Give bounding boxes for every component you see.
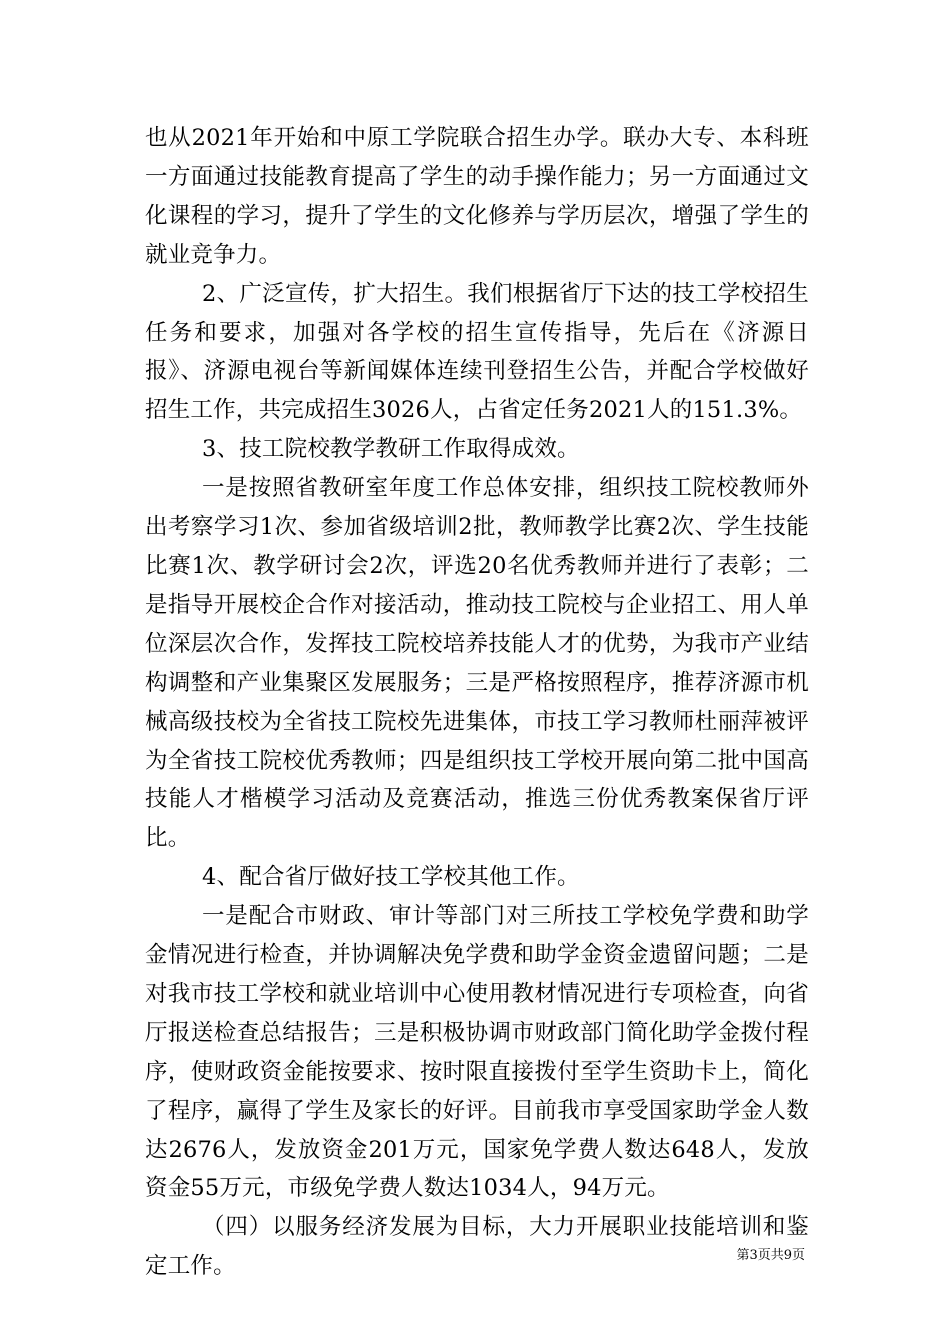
page-number-footer	[736, 1247, 805, 1265]
paragraph-1: 也从2021年开始和中原工学院联合招生办学。联办大专、本科班一方面通过技能教育提高了学生的动手操作能力；另一方面通过文化课程的学习，提升了学生的文化修养与学历层次，增强了学生的就业竞争力。	[145, 125, 809, 268]
paragraph-7: （四）以服务经济发展为目标，大力开展职业技能培训和鉴定工作。	[145, 1214, 809, 1280]
body-text	[145, 119, 809, 1286]
paragraph-2: 2、广泛宣传，扩大招生。我们根据省厅下达的技工学校招生任务和要求，加强对各学校的招生宣传指导，先后在《济源日报》、济源电视台等新闻媒体连续刊登招生公告，并配合学校做好招生工作，共完成招生3026人，占省定任务2021人的151.3%。	[145, 280, 809, 424]
paragraph-6: 一是配合市财政、审计等部门对三所技工学校免学费和助学金情况进行检查，并协调解决免学费和助学金资金遗留问题；二是对我市技工学校和就业培训中心使用教材情况进行专项检查，向省厅报送检查总结报告；三是积极协调市财政部门简化助学金拨付程序，使财政资金能按要求、按时限直接拨付至学生资助卡上，简化了程序，赢得了学生及家长的好评。目前我市享受国家助学金人数达2676人，发放资金201万元，国家免学费人数达648人，发放资金55万元，市级免学费人数达1034人，94万元。	[145, 903, 809, 1202]
page-number-text: 第3页共9页	[736, 1248, 805, 1263]
paragraph-5: 4、配合省厅做好技工学校其他工作。	[202, 864, 580, 891]
paragraph-4: 一是按照省教研室年度工作总体安排，组织技工院校教师外出考察学习1次、参加省级培训2批，教师教学比赛2次、学生技能比赛1次、教学研讨会2次，评选20名优秀教师并进行了表彰；二是指导开展校企合作对接活动，推动技工院校与企业招工、用人单位深层次合作，发挥技工院校培养技能人才的优势，为我市产业结构调整和产业集聚区发展服务；三是严格按照程序，推荐济源市机械高级技校为全省技工院校先进集体，市技工学习教师杜丽萍被评为全省技工院校优秀教师；四是组织技工学校开展向第二批中国高技能人才楷模学习活动及竞赛活动，推选三份优秀教案保省厅评比。	[145, 475, 809, 852]
paragraph-3: 3、技工院校教学教研工作取得成效。	[202, 436, 580, 463]
